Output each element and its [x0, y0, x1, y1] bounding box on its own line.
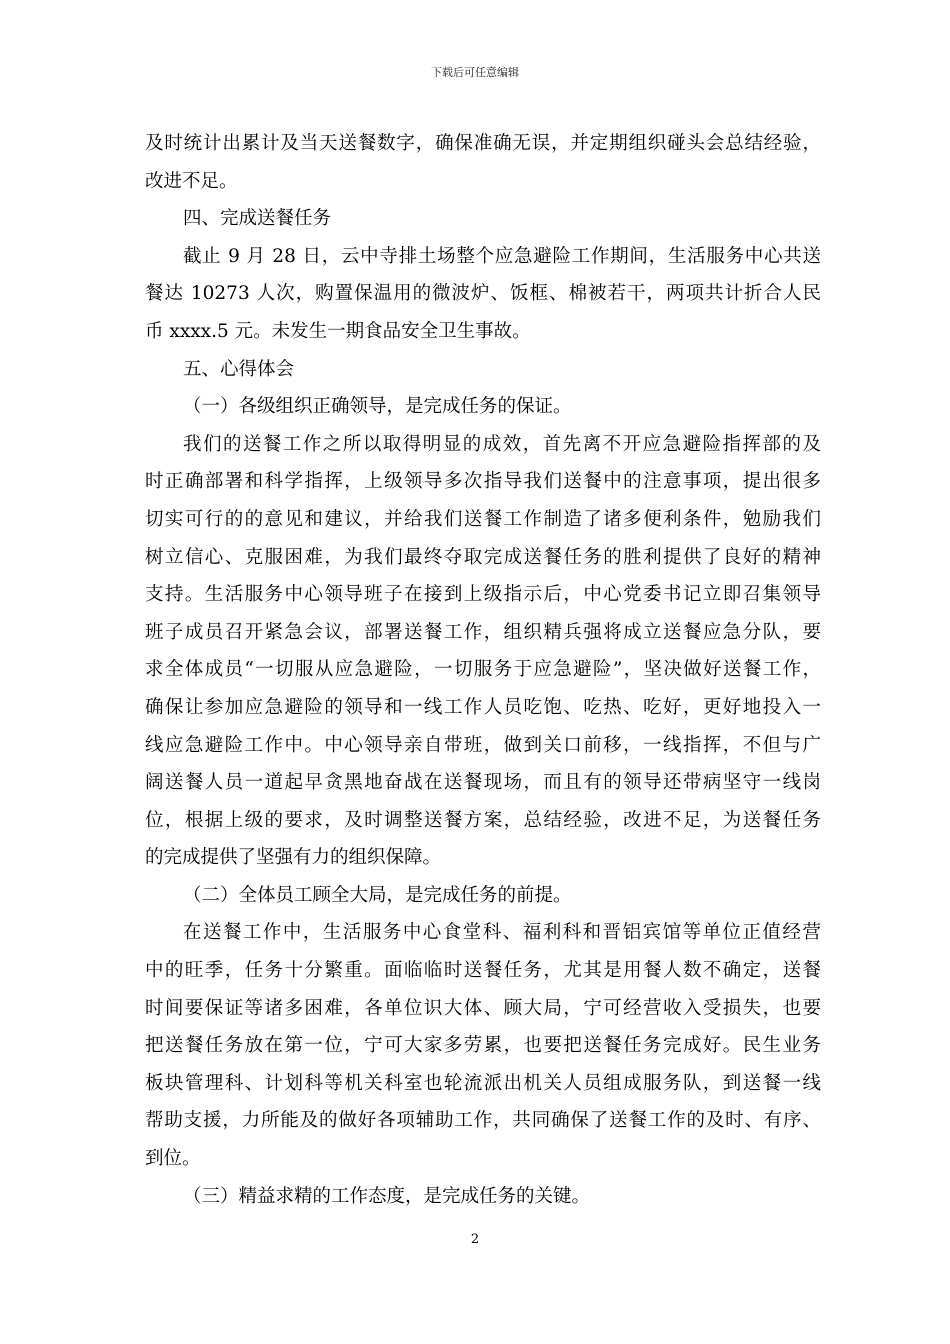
- section-heading: 四、完成送餐任务: [183, 208, 332, 230]
- paragraph-line: 阔送餐人员一道起早贪黑地奋战在送餐现场，而且有的领导还带病坚守一线岗: [145, 772, 821, 794]
- paragraph-line: 的完成提供了坚强有力的组织保障。: [145, 847, 442, 869]
- page-header: 下载后可任意编辑: [431, 66, 519, 79]
- paragraph-line: 确保让参加应急避险的领导和一线工作人员吃饱、吃热、吃好，更好地投入一: [145, 696, 821, 718]
- paragraph-line: 中的旺季，任务十分繁重。面临临时送餐任务，尤其是用餐人数不确定，送餐: [145, 960, 821, 982]
- paragraph-line: 在送餐工作中，生活服务中心食堂科、福利科和晋铝宾馆等单位正值经营: [183, 922, 821, 944]
- paragraph-line: 线应急避险工作中。中心领导亲自带班，做到关口前移，一线指挥，不但与广: [145, 734, 821, 756]
- paragraph-line: 板块管理科、计划科等机关科室也轮流派出机关人员组成服务队，到送餐一线: [145, 1072, 821, 1094]
- paragraph-line: 时间要保证等诸多困难，各单位识大体、顾大局，宁可经营收入受损失，也要: [145, 997, 821, 1019]
- page-number: 2: [470, 1232, 480, 1247]
- paragraph-line: 班子成员召开紧急会议，部署送餐工作，组织精兵强将成立送餐应急分队，要: [145, 621, 821, 643]
- paragraph-line: 支持。生活服务中心领导班子在接到上级指示后，中心党委书记立即召集领导: [145, 584, 821, 606]
- subsection-heading: （二）全体员工顾全大局，是完成任务的前提。: [183, 884, 572, 906]
- paragraph-line: 帮助支援，力所能及的做好各项辅助工作，共同确保了送餐工作的及时、有序、: [145, 1110, 821, 1132]
- paragraph-line: 改进不足。: [145, 170, 238, 192]
- paragraph-line: 及时统计出累计及当天送餐数字，确保准确无误，并定期组织碰头会总结经验，: [145, 133, 821, 154]
- paragraph-line: 位，根据上级的要求，及时调整送餐方案，总结经验，改进不足，为送餐任务: [145, 809, 821, 831]
- paragraph-line: 到位。: [145, 1148, 201, 1170]
- paragraph-line: 截止 9 月 28 日，云中寺排土场整个应急避险工作期间，生活服务中心共送: [183, 245, 821, 267]
- document-body: [145, 125, 821, 1215]
- paragraph-line: 我们的送餐工作之所以取得明显的成效，首先离不开应急避险指挥部的及: [183, 433, 821, 455]
- subsection-heading: （三）精益求精的工作态度，是完成任务的关键。: [183, 1185, 591, 1207]
- subsection-heading: （一）各级组织正确领导，是完成任务的保证。: [183, 396, 572, 418]
- paragraph-line: 时正确部署和科学指挥，上级领导多次指导我们送餐中的注意事项，提出很多: [145, 471, 821, 493]
- paragraph-line: 求全体成员“一切服从应急避险，一切服务于应急避险”，坚决做好送餐工作，: [145, 659, 821, 681]
- paragraph-line: 餐达 10273 人次，购置保温用的微波炉、饭框、棉被若干，两项共计折合人民: [145, 283, 821, 305]
- section-heading: 五、心得体会: [183, 358, 295, 380]
- paragraph-line: 把送餐任务放在第一位，宁可大家多劳累，也要把送餐任务完成好。民生业务: [145, 1035, 821, 1057]
- paragraph-line: 树立信心、克服困难，为我们最终夺取完成送餐任务的胜利提供了良好的精神: [145, 546, 821, 568]
- paragraph-line: 切实可行的的意见和建议，并给我们送餐工作制造了诸多便利条件，勉励我们: [145, 508, 821, 530]
- paragraph-line: 币 xxxx.5 元。未发生一期食品安全卫生事故。: [145, 320, 531, 342]
